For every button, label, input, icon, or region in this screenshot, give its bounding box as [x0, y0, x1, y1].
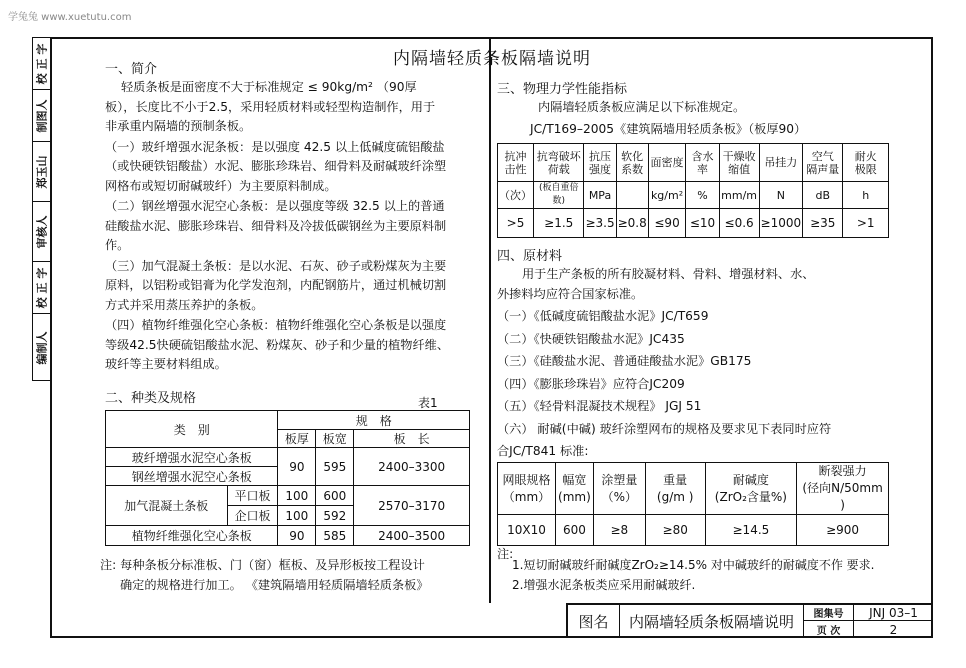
header-line: (mm): [558, 489, 591, 504]
text-line: 轻质条板是面密度不大于标准规定 ≤ 90kg/m² （90厚: [121, 80, 417, 94]
materials-list: [497, 305, 831, 463]
header-thickness: 板厚: [278, 430, 316, 448]
performance-header: [686, 144, 719, 182]
performance-value: ≤90: [648, 209, 686, 238]
text-line: 网格布或短切耐碱玻纤）为主要原料制成。: [105, 178, 337, 193]
header-line: 耐火: [854, 149, 877, 163]
header-line: （%）: [601, 489, 638, 504]
performance-unit: [616, 182, 648, 209]
mesh-value: 10X10: [498, 515, 556, 546]
header-width: 板宽: [316, 430, 354, 448]
section-4-heading: 四、原材料: [497, 249, 563, 264]
header-line: 缩值: [728, 162, 751, 176]
cell-width: 595: [316, 448, 354, 486]
performance-header: [719, 144, 759, 182]
performance-header: [648, 144, 686, 182]
performance-value: >1: [843, 209, 889, 238]
material-item: （五）《轻骨料混凝技术规程》 JGJ 51: [497, 399, 702, 413]
header-line: 空气: [811, 149, 834, 163]
text-line: （二）钢丝增强水泥空心条板：是以强度等级 32.5 以上的普通: [105, 199, 445, 213]
header-line: 软化: [621, 149, 644, 163]
table-1-note: 确定的规格进行加工。 《建筑隔墙用轻质隔墙轻质条板》: [120, 578, 429, 592]
header-line: 抗冲: [504, 149, 527, 163]
performance-header: [616, 144, 648, 182]
mesh-table: [497, 462, 889, 546]
header-line: 隔声量: [806, 162, 840, 176]
header-line: 干燥收: [722, 149, 756, 163]
header-length: 板 长: [354, 430, 470, 448]
row-category: 玻纤增强水泥空心条板: [106, 448, 278, 467]
notes-label: 注:: [497, 547, 514, 561]
mesh-header: [555, 463, 593, 515]
column-divider: [489, 37, 491, 603]
header-line: 抗压: [589, 149, 611, 163]
sidebar-cell: 校 正 字: [33, 38, 50, 90]
header-line: 击性: [504, 162, 527, 176]
section-4-text: 用于生产条板的所有胶凝材料、骨料、增强材料、水、: [522, 267, 815, 281]
performance-header: [584, 144, 616, 182]
page-number-label: 页 次: [804, 621, 854, 638]
text-line: （或快硬铁铝酸盐）水泥、膨胀珍珠岩、细骨料及耐碱玻纤涂塑: [105, 159, 447, 173]
material-item: （二）《快硬铁铝酸盐水泥》JC435: [497, 331, 685, 346]
material-item: （一）《低碱度硫铝酸盐水泥》JC/T659: [497, 309, 709, 323]
title-block-label: 图名: [568, 605, 620, 638]
page-number-value: 2: [889, 622, 898, 637]
mesh-header: [797, 463, 889, 515]
mesh-header: [498, 463, 556, 515]
text-line: 非承重内隔墙的预制条板。: [105, 119, 252, 133]
mesh-header: [645, 463, 705, 515]
header-line: 断裂强力: [818, 464, 867, 478]
text-line: 方式并采用蒸压养护的条板。: [105, 297, 264, 312]
header-line: 极限: [854, 162, 877, 176]
title-block: [566, 603, 933, 638]
header-line: 面密度: [650, 156, 684, 169]
performance-unit: (板自重倍数): [534, 182, 584, 209]
text-line: 作。: [105, 238, 130, 252]
header-line: 抗弯破坏: [536, 149, 581, 163]
sidebar-cell: 编制人: [35, 331, 49, 364]
material-item: 合JC/T841 标准:: [497, 444, 589, 458]
cell-thickness: 90: [278, 526, 316, 546]
performance-header: [759, 144, 803, 182]
mesh-value: ≥8: [593, 515, 645, 546]
row-subcategory: 平口板: [227, 486, 278, 506]
material-item: （三）《硅酸盐水泥、普通硅酸盐水泥》GB175: [497, 354, 752, 368]
cell-width: 592: [316, 506, 354, 526]
header-line: 耐碱度: [732, 472, 769, 487]
performance-value: >5: [498, 209, 534, 238]
header-line: (径向N/50mm ): [802, 481, 883, 512]
mesh-header: [593, 463, 645, 515]
performance-value: ≤10: [686, 209, 719, 238]
header-spec: 规 格: [278, 411, 470, 430]
header-line: 荷载: [547, 162, 570, 176]
header-line: 重量: [663, 472, 688, 487]
cell-thickness: 100: [278, 486, 316, 506]
mesh-header: [705, 463, 797, 515]
text-line: （一）玻纤增强水泥条板：是以强度 42.5 以上低碱度硫铝酸盐: [105, 139, 445, 154]
performance-header: [803, 144, 843, 182]
performance-unit: N: [759, 182, 803, 209]
section-4-text: 外掺料均应符合国家标准。: [497, 287, 644, 301]
performance-unit: kg/m²: [648, 182, 686, 209]
atlas-number-label: 图集号: [804, 605, 854, 621]
performance-unit: dB: [803, 182, 843, 209]
cell-thickness: 90: [278, 448, 316, 486]
header-line: 幅宽: [562, 472, 587, 487]
table-1-note: 注: 每种条板分标准板、门（窗）框板、及异形板按工程设计: [100, 558, 425, 572]
row-category: 植物纤维强化空心条板: [106, 526, 278, 546]
performance-table: [497, 143, 889, 238]
header-line: 网眼规格: [502, 472, 551, 487]
section-3-heading: 三、物理力学性能指标: [497, 82, 628, 97]
performance-value: ≥0.8: [616, 209, 648, 238]
header-category: 类 别: [106, 411, 278, 448]
performance-value: ≥1.5: [534, 209, 584, 238]
row-subcategory: 企口板: [227, 506, 278, 526]
spec-table: [105, 410, 470, 546]
material-item: （四）《膨胀珍珠岩》应符合JC209: [497, 376, 685, 391]
page-title: 内隔墙轻质条板隔墙说明: [393, 49, 591, 69]
section-1-heading: 一、简介: [105, 62, 158, 77]
atlas-number-value: JNJ 03–1: [854, 605, 933, 621]
text-line: 原料，以铝粉或铝膏为化学发泡剂，内配钢筋片，通过机械切割: [105, 278, 447, 292]
header-line: 吊挂力: [764, 156, 798, 169]
performance-value: ≤0.6: [719, 209, 759, 238]
table-1-label: 表1: [418, 396, 438, 410]
performance-header: [498, 144, 534, 182]
section-3-standard: JC/T169–2005《建筑隔墙用轻质条板》（板厚90）: [530, 122, 807, 136]
header-line: 涂塑量: [601, 472, 638, 487]
sidebar-cell: 制图人: [33, 90, 50, 142]
cell-length: 2400–3500: [354, 526, 470, 546]
section-2-heading: 二、种类及规格: [105, 391, 197, 406]
text-line: （三）加气混凝土条板：是以水泥、石灰、砂子或粉煤灰为主要: [105, 258, 447, 273]
cell-length: 2570–3170: [354, 486, 470, 526]
header-line: (ZrO₂含量%): [714, 489, 787, 504]
cell-length: 2400–3300: [354, 448, 470, 486]
header-line: (g/m ): [656, 489, 694, 504]
mesh-value: 600: [555, 515, 593, 546]
row-category: 钢丝增强水泥空心条板: [106, 467, 278, 486]
performance-header: [534, 144, 584, 182]
performance-value: ≥3.5: [584, 209, 616, 238]
sidebar-cell: 郑玉山: [33, 142, 50, 202]
performance-unit: （次）: [498, 182, 534, 209]
section-1-body: [105, 78, 485, 375]
sidebar-cell: 校 正 字: [33, 262, 50, 314]
performance-value: ≥35: [803, 209, 843, 238]
row-category: 加气混凝土条板: [106, 486, 228, 526]
cell-width: 585: [316, 526, 354, 546]
watermark: 学兔兔 www.xuetutu.com: [8, 12, 132, 23]
performance-header: [843, 144, 889, 182]
text-line: 等级42.5快硬硫铝酸盐水泥、粉煤灰、砂子和少量的植物纤维、: [105, 337, 450, 352]
sidebar-cell: 审核人: [33, 202, 50, 262]
note-line: 1.短切耐碱玻纤耐碱度ZrO₂≥14.5% 对中碱玻纤的耐碱度不作 要求.: [512, 558, 875, 572]
performance-unit: %: [686, 182, 719, 209]
mesh-value: ≥80: [645, 515, 705, 546]
text-line: （四）植物纤维强化空心条板：植物纤维强化空心条板是以强度: [105, 318, 447, 332]
performance-unit: MPa: [584, 182, 616, 209]
performance-value: ≥1000: [759, 209, 803, 238]
text-line: 硅酸盐水泥、膨胀珍珠岩、细骨料及冷拔低碳钢丝为主要原料制: [105, 218, 447, 233]
mesh-value: ≥900: [797, 515, 889, 546]
performance-unit: mm/m: [719, 182, 759, 209]
mesh-value: ≥14.5: [705, 515, 797, 546]
header-line: 含水率: [691, 149, 714, 176]
cell-width: 600: [316, 486, 354, 506]
cell-thickness: 100: [278, 506, 316, 526]
title-block-name: 内隔墙轻质条板隔墙说明: [620, 605, 804, 638]
header-line: 强度: [589, 162, 611, 176]
sidebar-signature-strip: [32, 37, 50, 381]
header-line: （mm）: [502, 489, 551, 504]
section-3-text: 内隔墙轻质条板应满足以下标准规定。: [538, 100, 746, 114]
text-line: 板），长度比不小于2.5，采用轻质材料或轻型构造制作，用于: [105, 99, 436, 114]
note-line: 2.增强水泥条板类应采用耐碱玻纤.: [512, 578, 696, 592]
text-line: 玻纤等主要材料组成。: [105, 357, 227, 371]
performance-unit: h: [843, 182, 889, 209]
header-line: 系数: [621, 162, 644, 176]
material-item: （六） 耐碱(中碱) 玻纤涂塑网布的规格及要求见下表同时应符: [497, 421, 832, 436]
